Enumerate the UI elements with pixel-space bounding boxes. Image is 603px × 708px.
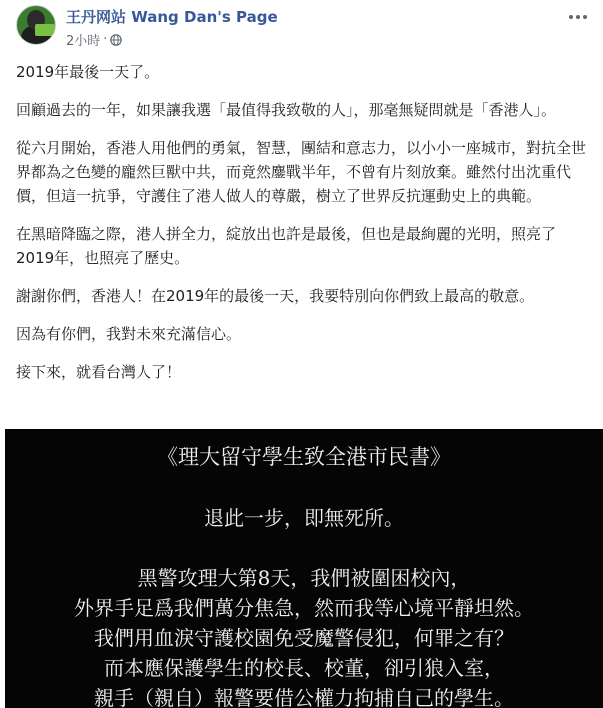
image-text-line: 親手（親自）報警要借公權力拘捕自己的學生。 <box>94 686 514 708</box>
post-header <box>16 4 603 52</box>
meta-separator: · <box>103 32 108 47</box>
image-text-line: 退此一步，即無死所。 <box>204 506 404 530</box>
post-meta <box>66 30 122 49</box>
post-timestamp[interactable]: 2小時 <box>66 34 101 49</box>
post-paragraph: 從六月開始，香港人用他們的勇氣，智慧，團結和意志力，以小小一座城市，對抗全世界都為之色變的龐然巨獸中共，而竟然鏖戰半年，不曾有片刻放棄。雖然付出沈重代價，但這一抗爭，守護住了港人做人的尊嚴，樹立了世界反抗運動史上的典範。 <box>16 139 587 205</box>
more-options-icon[interactable] <box>569 10 589 24</box>
image-text-line: 我們用血淚守護校園免受魔警侵犯，何罪之有？ <box>94 626 514 650</box>
post-paragraph: 回顧過去的一年，如果讓我選「最值得我致敬的人」，那毫無疑問就是「香港人」。 <box>16 101 557 119</box>
post-paragraph: 在黑暗降臨之際，港人拼全力，綻放出也許是最後，但也是最絢麗的光明，照亮了2019年，也照亮了歷史。 <box>16 225 557 267</box>
image-text-line: 而本應保護學生的校長、校董，卻引狼入室， <box>104 656 504 680</box>
avatar-badge <box>35 24 55 36</box>
post-paragraph: 因為有你們，我對未來充滿信心。 <box>16 325 242 343</box>
image-text-line: 黑警攻理大第8天，我們被圍困校內， <box>137 566 471 590</box>
post-body <box>16 60 586 398</box>
image-title: 《理大留守學生致全港市民書》 <box>157 445 451 469</box>
image-text-line: 外界手足爲我們萬分焦急，然而我等心境平靜坦然。 <box>74 596 534 620</box>
globe-icon[interactable] <box>110 34 122 46</box>
post-paragraph: 謝謝你們，香港人！在2019年的最後一天，我要特別向你們致上最高的敬意。 <box>16 287 535 305</box>
post-paragraph: 2019年最後一天了。 <box>16 63 160 81</box>
post-image[interactable] <box>5 429 603 708</box>
post-paragraph: 接下來，就看台灣人了！ <box>16 363 182 381</box>
page-avatar[interactable] <box>16 5 56 45</box>
page-name-link[interactable]: 王丹网站 Wang Dan's Page <box>66 8 278 26</box>
